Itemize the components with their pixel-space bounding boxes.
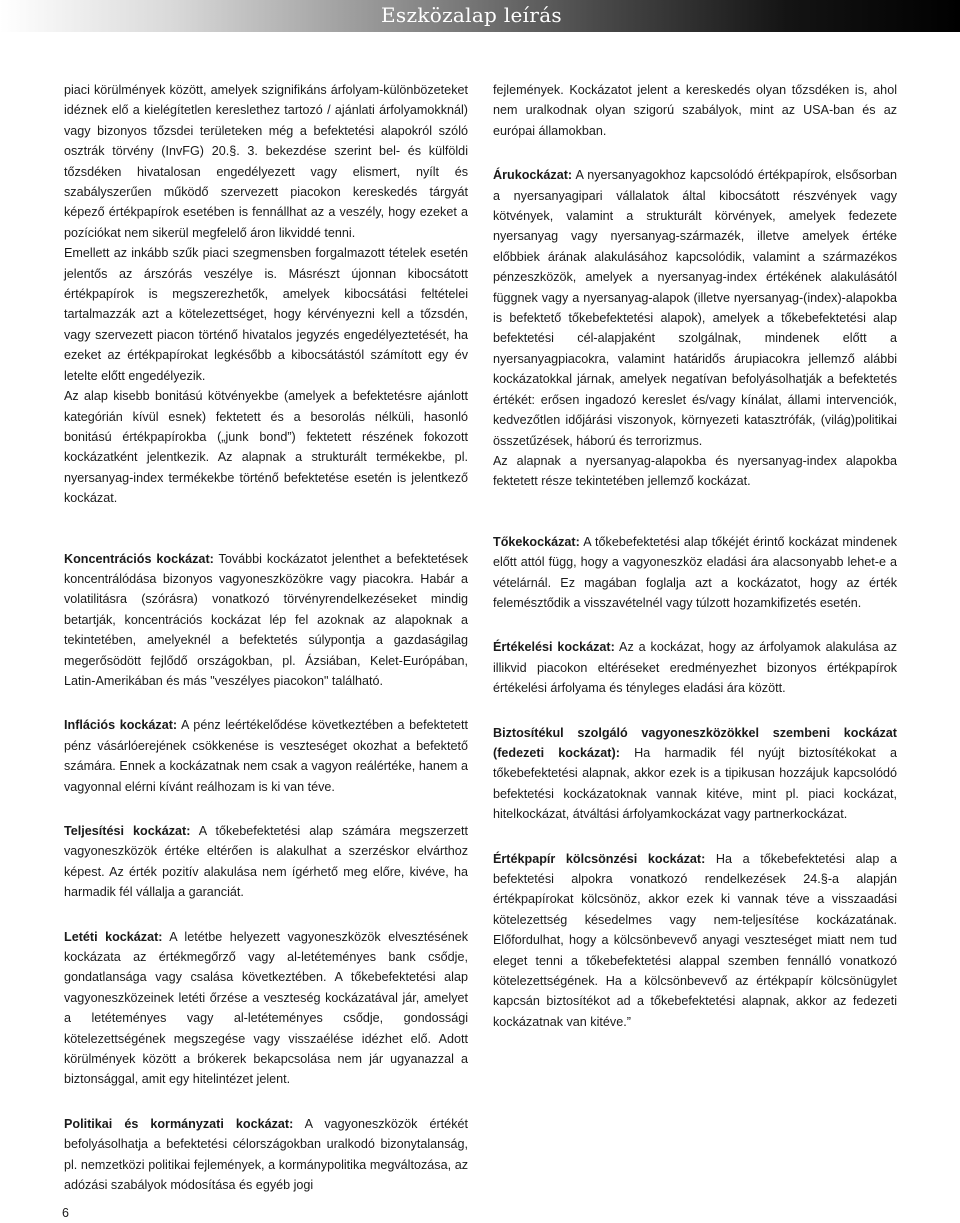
section-text: Ha a tőkebefektetési alap a befektetési alpokra vonatkozó rendelkezések 24.§-a alapján értékpapírokat kölcsönöz, akkor ezek ki vannak téve a visszaadási kötelezettség késedelmes vagy nem-teljesítése kockázatának. Előfordulhat, hogy a kölcsönbevevő anyagi veszteséget miatt nem tud eleget tenni a tőkebefektetési alappal szemben fennálló vonatkozó kötelezettségének. Ha a kölcsönbevevő az értékpapír kölcsönügylet kapcsán biztosítékot ad a tőkebefektetési alapnak, akkor az fedezeti kockázatnak van kitéve.” bbox=[493, 851, 897, 1029]
section-heading: Teljesítési kockázat: bbox=[64, 824, 191, 838]
section-toke bbox=[493, 532, 897, 614]
paragraph: Az alap kisebb bonitású kötvényekbe (amelyek a befektetésre ajánlott kategórián kívül esnek) fektetett és a besorolás nélküli, hasonló bonitású értékpapírokba („junk bond”) fektetett részének fokozott kockázatként jelentkezik. Az alapnak a strukturált termékekbe, pl. nyersanyag-index termékekbe történő befektetése esetén is jelentkező kockázat. bbox=[64, 389, 468, 506]
paragraph: piaci körülmények között, amelyek szignifikáns árfolyam-különbözeteket idéznek elő a kielégítetlen kereslethez tartozó / ajánlati árfolyamokknál) vagy bizonyos tőzsdei területeken még a befektetési alapokról szóló osztrák törvény (InvFG) 20.§. 3. bekezdése szerint bel- és külföldi tőzsdéken hivatalosan engedélyezett vagy elismert, nyílt és szabályszerűen működő szervezett piacokon kereskedés tárgyát képező értékpapírok esetében is fennállhat az a veszély, hogy ezeket a pozíciókat nem sikerül megfelelő áron likviddé tenni. bbox=[64, 83, 468, 240]
section-heading: Értékpapír kölcsönzési kockázat: bbox=[493, 851, 706, 866]
section-ertekelesi bbox=[493, 637, 897, 698]
section-text: Ha harmadik fél nyújt biztosítékokat a tőkebefektetési alapnak, akkor ezek is a tipikusan hozzájuk kapcsolódó befektetési kockázatoknak vannak kitéve, mint pl. piaci kockázat, hitelkockázat, átváltási árfolyamkockázat vagy partnerkockázat. bbox=[493, 745, 897, 822]
section-ertekpapir bbox=[493, 849, 897, 1033]
section-politikai bbox=[64, 1114, 468, 1196]
section-inflacios bbox=[64, 715, 468, 797]
paragraph: Az alapnak a nyersanyag-alapokba és nyersanyag-index alapokba fektetett része tekintetében jellemző kockázat. bbox=[493, 453, 897, 489]
paragraph: Emellett az inkább szűk piaci szegmensben forgalmazott tételek esetén jelentős az árszórás veszélye is. Másrészt újonnan kibocsátott értékpapírok is megszerezhetők, amelyek kibocsátási feltételei tartalmazzák azt a kötelezettséget, hogy kérvényezni kell a tőzsdén, vagy szervezett piacon történő hivatalos jegyzés engedélyeztetését, ha ezeket az értékpapírokat legkésőbb a kibocsátástól számított egy év letelte előtt engedélyezik. bbox=[64, 246, 468, 383]
left-column bbox=[64, 80, 468, 1196]
section-heading: Biztosítékul szolgáló vagyoneszközökkel szembeni kockázat (fedezeti kockázat): bbox=[493, 725, 897, 760]
section-text: Az a kockázat, hogy az árfolyamok alakulása az illikvid piacokon eltéréseket eredményezhet bizonyos értékpapírok értékelési árfolyama és tényleges eladási ára között. bbox=[493, 640, 897, 696]
section-heading: Letéti kockázat: bbox=[64, 929, 163, 944]
section-heading: Tőkekockázat: bbox=[493, 534, 580, 549]
section-heading: Inflációs kockázat: bbox=[64, 718, 178, 733]
section-koncentracios bbox=[64, 549, 468, 692]
section-text: A letétbe helyezett vagyoneszközök elvesztésének kockázata az értékmegőrző vagy al-letéteményes bank csődje, gondatlansága vagy csalása következtében. A tőkebefektetési alap vagyoneszközeinek letéti őrzése a veszteség kockázatával jár, amelyet a letéteményes vagy al-letéteményes csődje, gondossági kötelezettségének megszegése vagy visszaélése idézhet elő. Adott körülmények között a brókerek bekapcsolása nem jár ugyanazzal a biztonsággal, amit egy hitelintézet jelent. bbox=[64, 929, 468, 1087]
section-teljesitesi bbox=[64, 821, 468, 903]
section-text: További kockázatot jelenthet a befektetések koncentrálódása bizonyos vagyoneszközökre vagy piacokra. Habár a volatilitásra (szórásra) vonatkozó törvényrendelkezéseket mindig betartják, koncentrációs kockázat lép fel azoknak az alapoknak a tekintetében, amelyeknél a befektetés súlypontja a gazdaságilag megerősödött fejlődő országokban, pl. Ázsiában, Kelet-Európában, Latin-Amerikában és más "veszélyes piacokon" található. bbox=[64, 551, 468, 688]
section-biztositekul bbox=[493, 723, 897, 825]
section-heading: Árukockázat: bbox=[493, 168, 573, 183]
section-heading: Értékelési kockázat: bbox=[493, 640, 615, 655]
right-column bbox=[493, 80, 897, 1032]
section-text: A nyersanyagokhoz kapcsolódó értékpapírok, elsősorban a nyersanyagipari vállalatok által kibocsátott részvények vagy kötvények, valamint a strukturált körvények, amelyek fedezete nyersanyag vagy nyersanyag-származék, illetve amelyek értéke előbbiek árának alakulásához kapcsolódik, valamint a származékos pénzeszközök, amelyek a nyersanyag-index értékének alakulásától függnek vagy a nyersanyag-alapok (illetve nyersanyag-(index)-alapokba is befektető tőkebefektetési alapok), amelyek a tőkebefektetési alap befektetési cél-alapjaként szolgálnak, mindenek előtt a nyersanyagpiacokra, valamint határidős árupiacokra jellemző alábbi kockázatokkal járnak, amelyek negatívan befolyásolhatják a befektetés értékét: erősen ingadozó kereslet és/vagy kínálat, állami intervenciók, kedvezőtlen időjárási viszonyok, környezeti katasztrófák, (világ)politikai összetűzések, háború és terrorizmus. bbox=[493, 168, 897, 448]
section-text: A vagyoneszközök értékét befolyásolhatja a befektetési célországokban uralkodó bizonytalanság, pl. nemzetközi politikai fejlemények, a kormánypolitika megváltozása, az adózási szabályok módosítása és egyéb jogi bbox=[64, 1116, 468, 1193]
header-bar bbox=[0, 0, 960, 32]
paragraph: fejlemények. Kockázatot jelent a kereskedés olyan tőzsdéken is, ahol nem uralkodnak olyan szigorú szabályok, mint az USA-ban és az európai államokban. bbox=[493, 83, 897, 138]
section-leteti bbox=[64, 927, 468, 1090]
section-text: A tőkebefektetési alap tőkéjét érintő kockázat mindenek előtt attól függ, hogy a vagyoneszköz eladási ára alacsonyabb lehet-e a vételárnál. Ez magában foglalja azt a kockázatot, hogy az érték felemésztődik a visszavételnél vagy túlzott hozamkifizetés esetén. bbox=[493, 534, 897, 610]
section-text: A pénz leértékelődése következtében a befektetett pénz vásárlóerejének csökkenése is veszteséget okozhat a befektető számára. Ennek a kockázatnak nem csak a vagyon reálértéke, hanem a vagyonnal elérni kívánt reálhozam is ki van téve. bbox=[64, 718, 468, 794]
section-text: A tőkebefektetési alap számára megszerzett vagyoneszközök értéke eltérően is alakulhat a szerzéskor elvárthoz képest. Az érték pozitív alakulása nem ígérhető meg előre, kivéve, ha harmadik fél vállalja a garanciát. bbox=[64, 824, 468, 900]
section-heading: Koncentrációs kockázat: bbox=[64, 551, 214, 566]
section-heading: Politikai és kormányzati kockázat: bbox=[64, 1116, 294, 1131]
page-number: 6 bbox=[62, 1206, 69, 1220]
section-aru bbox=[493, 165, 897, 451]
page-title: Eszközalap leírás bbox=[381, 3, 562, 27]
